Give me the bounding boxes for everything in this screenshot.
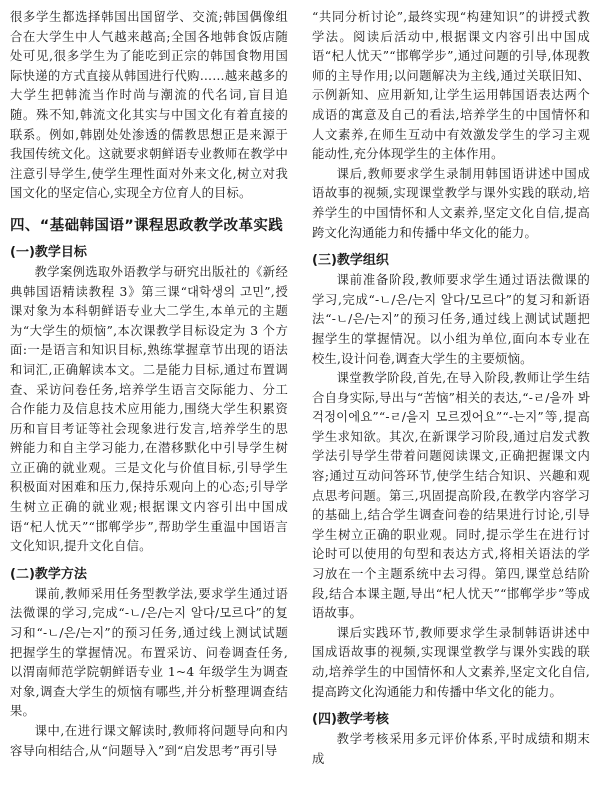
subsection-heading-assessment: (四)教学考核 <box>312 712 389 728</box>
section-heading: 四、“基础韩国语”课程思政教学改革实践 <box>10 217 284 234</box>
methods-paragraph-2: 课中,在进行课文解读时,教师将问题导向和内容导向相结合,从“问题导入”到“启发思考”再引导 <box>10 724 288 758</box>
goals-paragraph: 教学案例选取外语教学与研究出版社的《新经典韩国语精读教程 3》第三课“대학생의 고민”,授课对象为本科朝鲜语专业大二学生,本单元的主题为“大学生的烦恼”,本次课教学目标设定为 3 个方面:一是语言和知识目标,熟练掌握章节出现的语法和词汇,正确解读本文。二是能力目标,通过布置调查、采访问卷任务,培养学生语言交际能力、分工合作能力及信息技术应用能力,围绕大学生积累资历和盲目考证等社会现象进行发言,培养学生的思辨能力和自主学习能力,在潜移默化中引导学生树立正确的就业观。三是文化与价值目标,引导学生积极面对困难和压力,保持乐观向上的心态;引导学生树立正确的就业观;根据课文内容引出中国成语“杞人忧天”“邯郸学步”,帮助学生重温中国语言文化知识,提升文化自信。 <box>10 264 288 554</box>
continued-paragraph: “共同分析讨论”,最终实现“构建知识”的讲授式教学法。阅读后活动中,根据课文内容引出中国成语“杞人忧天”“邯郸学步”,通过问题的引导,体现教师的主导作用;以问题解决为主线,通过关联旧知、示例新知、应用新知,让学生运用韩国语表达两个成语的寓意及自己的看法,培养学生的中国情怀和人文素养,在师生互动中有效激发学生的学习主观能动性,充分体现学生的主体作用。 <box>312 10 590 162</box>
organization-paragraph-1: 课前准备阶段,教师要求学生通过语法微课的学习,完成“-ㄴ/은/는지 알다/모르다”的复习和新语法“-ㄴ/은/는지”的预习任务,通过线上测试试题把握学生的掌握情况。以小组为单位,面向本专业在校生,设计问卷,调查大学生的主要烦恼。 <box>312 273 590 366</box>
after-class-paragraph: 课后,教师要求学生录制用韩国语讲述中国成语故事的视频,实现课堂教学与课外实践的联动,培养学生的中国情怀和人文素养,坚定文化自信,提高跨文化沟通能力和传播中华文化的能力。 <box>312 166 590 240</box>
subsection-heading-organization: (三)教学组织 <box>312 253 389 269</box>
methods-paragraph-1: 课前,教师采用任务型教学法,要求学生通过语法微课的学习,完成“-ㄴ/은/는지 알다/모르다”的复习和“-ㄴ/은/는지”的预习任务,通过线上测试试题把握学生的掌握情况。布置采访、问卷调查任务,以渭南师范学院朝鲜语专业 1~4 年级学生为调查对象,调查大学生的烦恼有哪些,并分析整理调查结果。 <box>10 586 288 719</box>
assessment-paragraph: 教学考核采用多元评价体系,平时成绩和期末成 <box>312 732 590 766</box>
subsection-heading-methods: (二)教学方法 <box>10 566 87 582</box>
organization-paragraph-2: 课堂教学阶段,首先,在导入阶段,教师让学生结合自身实际,导出与“苦恼”相关的表达,“-ㄹ/을까 봐걱정이에요”“-ㄹ/을지 모르겠어요”“-는지”等,提高学生求知欲。其次,在新课学习阶段,通过启发式教学法引导学生带着问题阅读课文,正确把握课文内容;通过互动问答环节,使学生结合知识、兴趣和观点思考问题。第三,巩固提高阶段,在教学内容学习的基础上,结合学生调查问卷的结果进行讨论,引导学生树立正确的职业观。同时,提示学生在进行讨论时可以使用的句型和表达方式,将相关语法的学习放在一个主题系统中去习得。第四,课堂总结阶段,结合本课主题,导出“杞人忧天”“邯郸学步”等成语故事。 <box>312 371 590 621</box>
right-column <box>312 8 590 769</box>
intro-paragraph: 很多学生都选择韩国出国留学、交流;韩国偶像组合在大学生中人气越来越高;全国各地韩食饭店随处可见,很多学生为了能吃到正宗的韩国食物用国际快递的方式直接从韩国进行代购……越来越多的大学生把韩流当作时尚与潮流的代名词,盲目追随。殊不知,韩流文化其实与中国文化有着直接的联系。例如,韩剧处处渗透的儒教思想正是来源于我国传统文化。这就要求朝鲜语专业教师在教学中注意引导学生,使学生理性面对外来文化,树立对我国文化的坚定信心,实现全方位育人的目标。 <box>10 10 288 201</box>
subsection-heading-goals: (一)教学目标 <box>10 244 87 260</box>
organization-paragraph-3: 课后实践环节,教师要求学生录制韩语讲述中国成语故事的视频,实现课堂教学与课外实践的联动,培养学生的中国情怀和人文素养,坚定文化自信,提高跨文化沟通能力和传播中华文化的能力。 <box>312 625 590 699</box>
left-column <box>10 8 288 761</box>
